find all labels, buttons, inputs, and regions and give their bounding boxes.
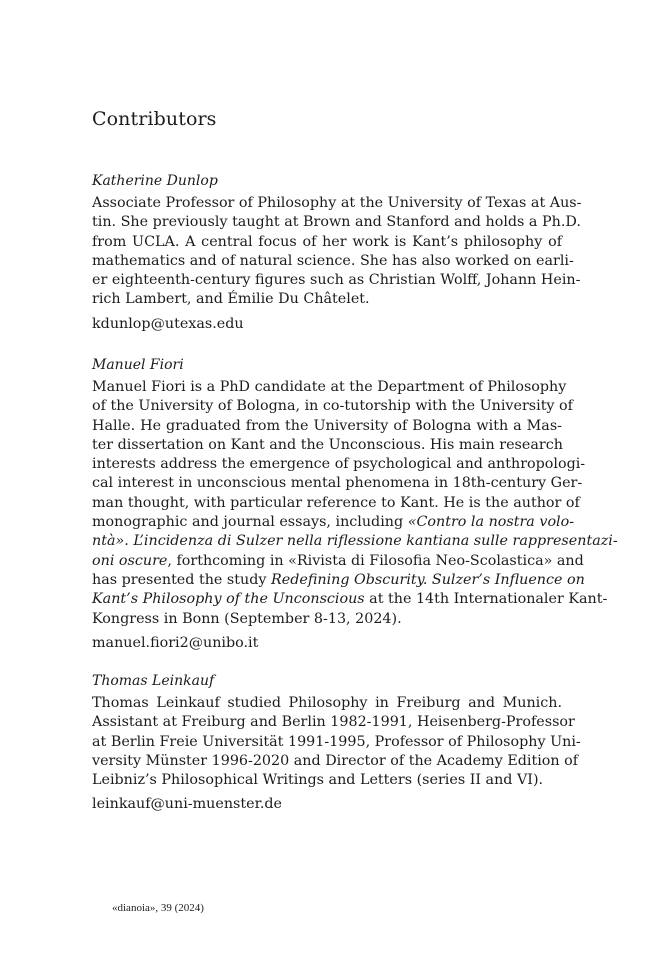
bio-text: Assistant at Freiburg and Berlin 1982-1991, Heisenberg-Professor (92, 714, 575, 731)
contributor-entry (92, 171, 582, 334)
bio-line (92, 271, 581, 290)
bio-text: er eighteenth-century figures such as Christian Wolff, Johann Hein- (92, 272, 581, 289)
bio-text: Thomas Leinkauf studied Philosophy in Freiburg and Munich. (92, 695, 562, 711)
bio-line (92, 397, 573, 416)
bio-line (92, 571, 585, 590)
bio-line (92, 752, 579, 771)
contributor-name: Manuel Fiori (92, 357, 184, 373)
bio-italic-text: ntà». L’incidenza di Sulzer nella riflessione kantiana sulle rappresentazi- (92, 533, 618, 550)
journal-footer: «dianoia», 39 (2024) (112, 902, 204, 914)
contributor-bio (92, 378, 618, 629)
bio-line (92, 494, 580, 513)
bio-text: Manuel Fiori is a PhD candidate at the Department of Philosophy (92, 379, 567, 395)
bio-italic-text: Redefining Obscurity. Sulzer’s Influence on (271, 571, 585, 588)
bio-text: ter dissertation on Kant and the Unconscious. His main research (92, 436, 563, 453)
contributor-entry (92, 355, 618, 653)
bio-text: Leibniz’s Philosophical Writings and Letters (series II and VI). (92, 772, 544, 789)
bio-italic-text: «Contro la nostra volo- (407, 514, 575, 531)
bio-text: monographic and journal essays, including (92, 514, 408, 531)
bio-line (92, 455, 586, 474)
bio-italic-text: oni oscure (92, 552, 168, 569)
bio-text: Associate Professor of Philosophy at the University of Texas at Aus- (92, 195, 582, 211)
contributor-email[interactable]: manuel.fiori2@unibo.it (92, 634, 259, 651)
bio-line (92, 590, 608, 609)
bio-line (92, 713, 575, 732)
bio-line (92, 233, 562, 252)
bio-italic-text: Kant’s Philosophy of the Unconscious (92, 591, 365, 608)
bio-text: from UCLA. A central focus of her work is Kant’s philosophy of (92, 233, 562, 250)
contributor-entry (92, 671, 581, 814)
bio-text: versity Münster 1996-2020 and Director of the Academy Edition of (92, 752, 579, 769)
bio-line (92, 694, 562, 713)
bio-text: , forthcoming in «Rivista di Filosofia Neo-Scolastica» and (167, 552, 584, 569)
bio-line (92, 290, 562, 309)
bio-line (92, 474, 583, 493)
bio-line (92, 252, 574, 271)
contributor-bio (92, 694, 581, 790)
bio-line (92, 552, 584, 571)
contributor-bio (92, 194, 582, 310)
bio-text: has presented the study (92, 571, 271, 588)
contributor-email[interactable]: kdunlop@utexas.edu (92, 315, 244, 332)
bio-text: rich Lambert, and Émilie Du Châtelet. (92, 291, 370, 308)
bio-text: Kongress in Bonn (September 8-13, 2024). (92, 610, 402, 627)
bio-line (92, 610, 562, 629)
bio-line (92, 213, 581, 232)
contributor-name: Thomas Leinkauf (92, 673, 215, 689)
bio-text: man thought, with particular reference to Kant. He is the author of (92, 494, 580, 511)
contributor-name: Katherine Dunlop (92, 173, 218, 189)
bio-line (92, 733, 581, 752)
bio-text: of the University of Bologna, in co-tutorship with the University of (92, 398, 573, 415)
bio-line (92, 771, 562, 790)
page-heading: Contributors (92, 108, 217, 130)
bio-text: tin. She previously taught at Brown and Stanford and holds a Ph.D. (92, 214, 581, 231)
bio-line (92, 378, 567, 397)
bio-line (92, 513, 575, 532)
bio-line (92, 417, 562, 436)
bio-text: interests address the emergence of psychological and anthropologi- (92, 456, 586, 473)
bio-text: cal interest in unconscious mental phenomena in 18th-century Ger- (92, 475, 583, 492)
bio-line (92, 532, 618, 551)
bio-text: Halle. He graduated from the University of Bologna with a Mas- (92, 417, 562, 434)
contributor-email[interactable]: leinkauf@uni-muenster.de (92, 796, 283, 813)
bio-text: at Berlin Freie Universität 1991-1995, Professor of Philosophy Uni- (92, 733, 581, 750)
bio-text: mathematics and of natural science. She has also worked on earli- (92, 252, 574, 269)
bio-line (92, 436, 562, 455)
bio-line (92, 194, 582, 213)
bio-text: at the 14th Internationaler Kant- (364, 591, 608, 608)
